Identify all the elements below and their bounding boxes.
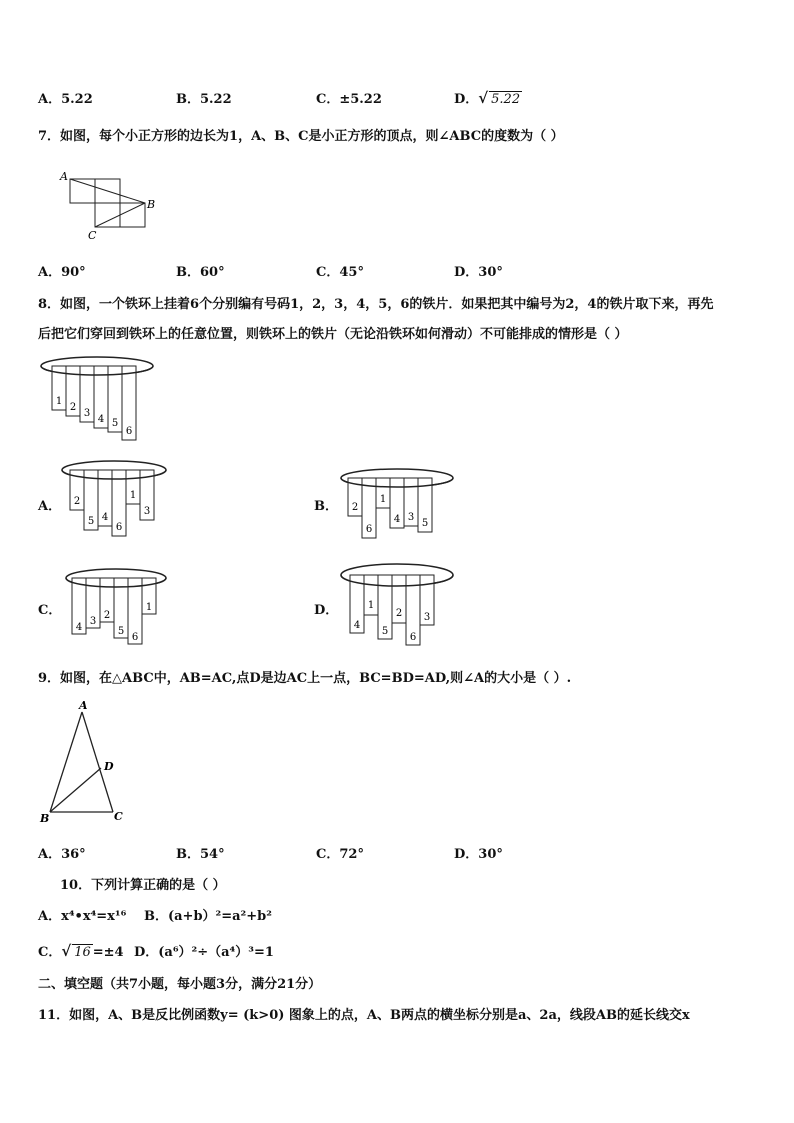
q8-a-tag-5: 1 (129, 490, 137, 501)
q7-stem: 7．如图，每个小正方形的边长为1，A、B、C是小正方形的顶点，则∠ABC的度数为（ ） (38, 129, 564, 144)
q8-c-tag-6: 1 (145, 602, 153, 613)
sqrt-sign-icon: √ (61, 942, 72, 960)
q7-label-c: C (88, 229, 97, 242)
q8-d-tag-6: 3 (423, 612, 431, 623)
q8-option-d: D． (314, 603, 339, 618)
q9-stem: 9．如图，在△ABC中，AB=AC,点D是边AC上一点，BC=BD=AD,则∠A的大小是（ ）. (38, 671, 572, 686)
q8-main-tag-5: 5 (111, 418, 119, 429)
q9-option-d: D．30° (454, 847, 503, 862)
q10-sqrt-value: 16 (74, 945, 91, 960)
q9-option-b: B．54° (176, 847, 225, 862)
q8-b-tag-3: 1 (379, 494, 387, 505)
q9-label-d: D (104, 760, 114, 773)
q6-option-b: B．5.22 (176, 92, 232, 107)
q8-a-tag-1: 2 (73, 496, 81, 507)
q8-a-tag-3: 4 (101, 512, 109, 523)
section-fill-in-title: 二、填空题（共7小题，每小题3分，满分21分） (38, 977, 322, 992)
q8-c-tag-5: 6 (131, 632, 139, 643)
q8-main-tag-4: 4 (97, 414, 105, 425)
q7-label-b: B (147, 198, 156, 211)
q10-option-c-label: C． (38, 945, 62, 960)
q8-b-tag-4: 4 (393, 514, 401, 525)
q6-option-d-label: D． (454, 92, 479, 107)
q8-a-tag-6: 3 (143, 506, 151, 517)
q8-c-tag-3: 2 (103, 610, 111, 621)
q8-b-tag-2: 6 (365, 524, 373, 535)
q7-label-a: A (60, 170, 68, 183)
q8-option-b: B． (314, 499, 338, 514)
q8-d-tag-3: 5 (381, 626, 389, 637)
q8-b-tag-1: 2 (351, 502, 359, 513)
sqrt-sign-icon: √ (478, 89, 489, 107)
q8-stem-line2: 后把它们穿回到铁环上的任意位置，则铁环上的铁片（无论沿铁环如何滑动）不可能排成的情形是（ ） (38, 327, 628, 342)
q6-sqrt-value: 5.22 (491, 92, 521, 107)
q9-option-a: A．36° (38, 847, 86, 862)
q8-option-a: A． (38, 499, 62, 514)
q9-label-c: C (114, 810, 123, 823)
q10-option-b: B．(a+b）²=a²+b² (144, 909, 272, 924)
q6-option-c: C．±5.22 (316, 92, 382, 107)
q8-b-tag-5: 3 (407, 512, 415, 523)
q9-label-b: B (40, 812, 50, 825)
q8-a-tag-2: 5 (87, 516, 95, 527)
q10-option-c (38, 941, 124, 960)
q8-c-tag-4: 5 (117, 626, 125, 637)
q8-d-tag-2: 1 (367, 600, 375, 611)
q8-main-tag-2: 2 (69, 402, 77, 413)
q8-stem-line1: 8．如图，一个铁环上挂着6个分别编有号码1，2，3，4，5，6的铁片．如果把其中编号为2，4的铁片取下来，再先 (38, 297, 714, 312)
q8-b-tag-6: 5 (421, 518, 429, 529)
q11-stem: 11．如图，A、B是反比例函数y= (k>0) 图象上的点，A、B两点的横坐标分别是a、2a，线段AB的延长线交x (38, 1008, 690, 1023)
q7-option-d: D．30° (454, 265, 503, 280)
q6-option-a: A．5.22 (38, 92, 93, 107)
q8-c-tag-2: 3 (89, 616, 97, 627)
q10-option-a: A．x⁴•x⁴=x¹⁶ (38, 909, 127, 924)
q8-option-c: C． (38, 603, 62, 618)
q10-stem: 10．下列计算正确的是（ ） (60, 878, 226, 893)
q8-main-tag-3: 3 (83, 408, 91, 419)
q8-d-tag-1: 4 (353, 620, 361, 631)
q7-option-a: A．90° (38, 265, 86, 280)
q8-main-tag-1: 1 (55, 396, 63, 407)
q10-option-c-result: =±4 (92, 945, 124, 960)
q7-option-c: C．45° (316, 265, 364, 280)
q8-a-tag-4: 6 (115, 522, 123, 533)
q8-c-tag-1: 4 (75, 622, 83, 633)
q10-option-d: D．(a⁶）²÷（a⁴）³=1 (134, 945, 274, 960)
q8-main-tag-6: 6 (125, 426, 133, 437)
q9-option-c: C．72° (316, 847, 364, 862)
q7-option-b: B．60° (176, 265, 225, 280)
q9-label-a: A (79, 699, 88, 712)
q8-d-tag-5: 6 (409, 632, 417, 643)
q8-d-tag-4: 2 (395, 608, 403, 619)
